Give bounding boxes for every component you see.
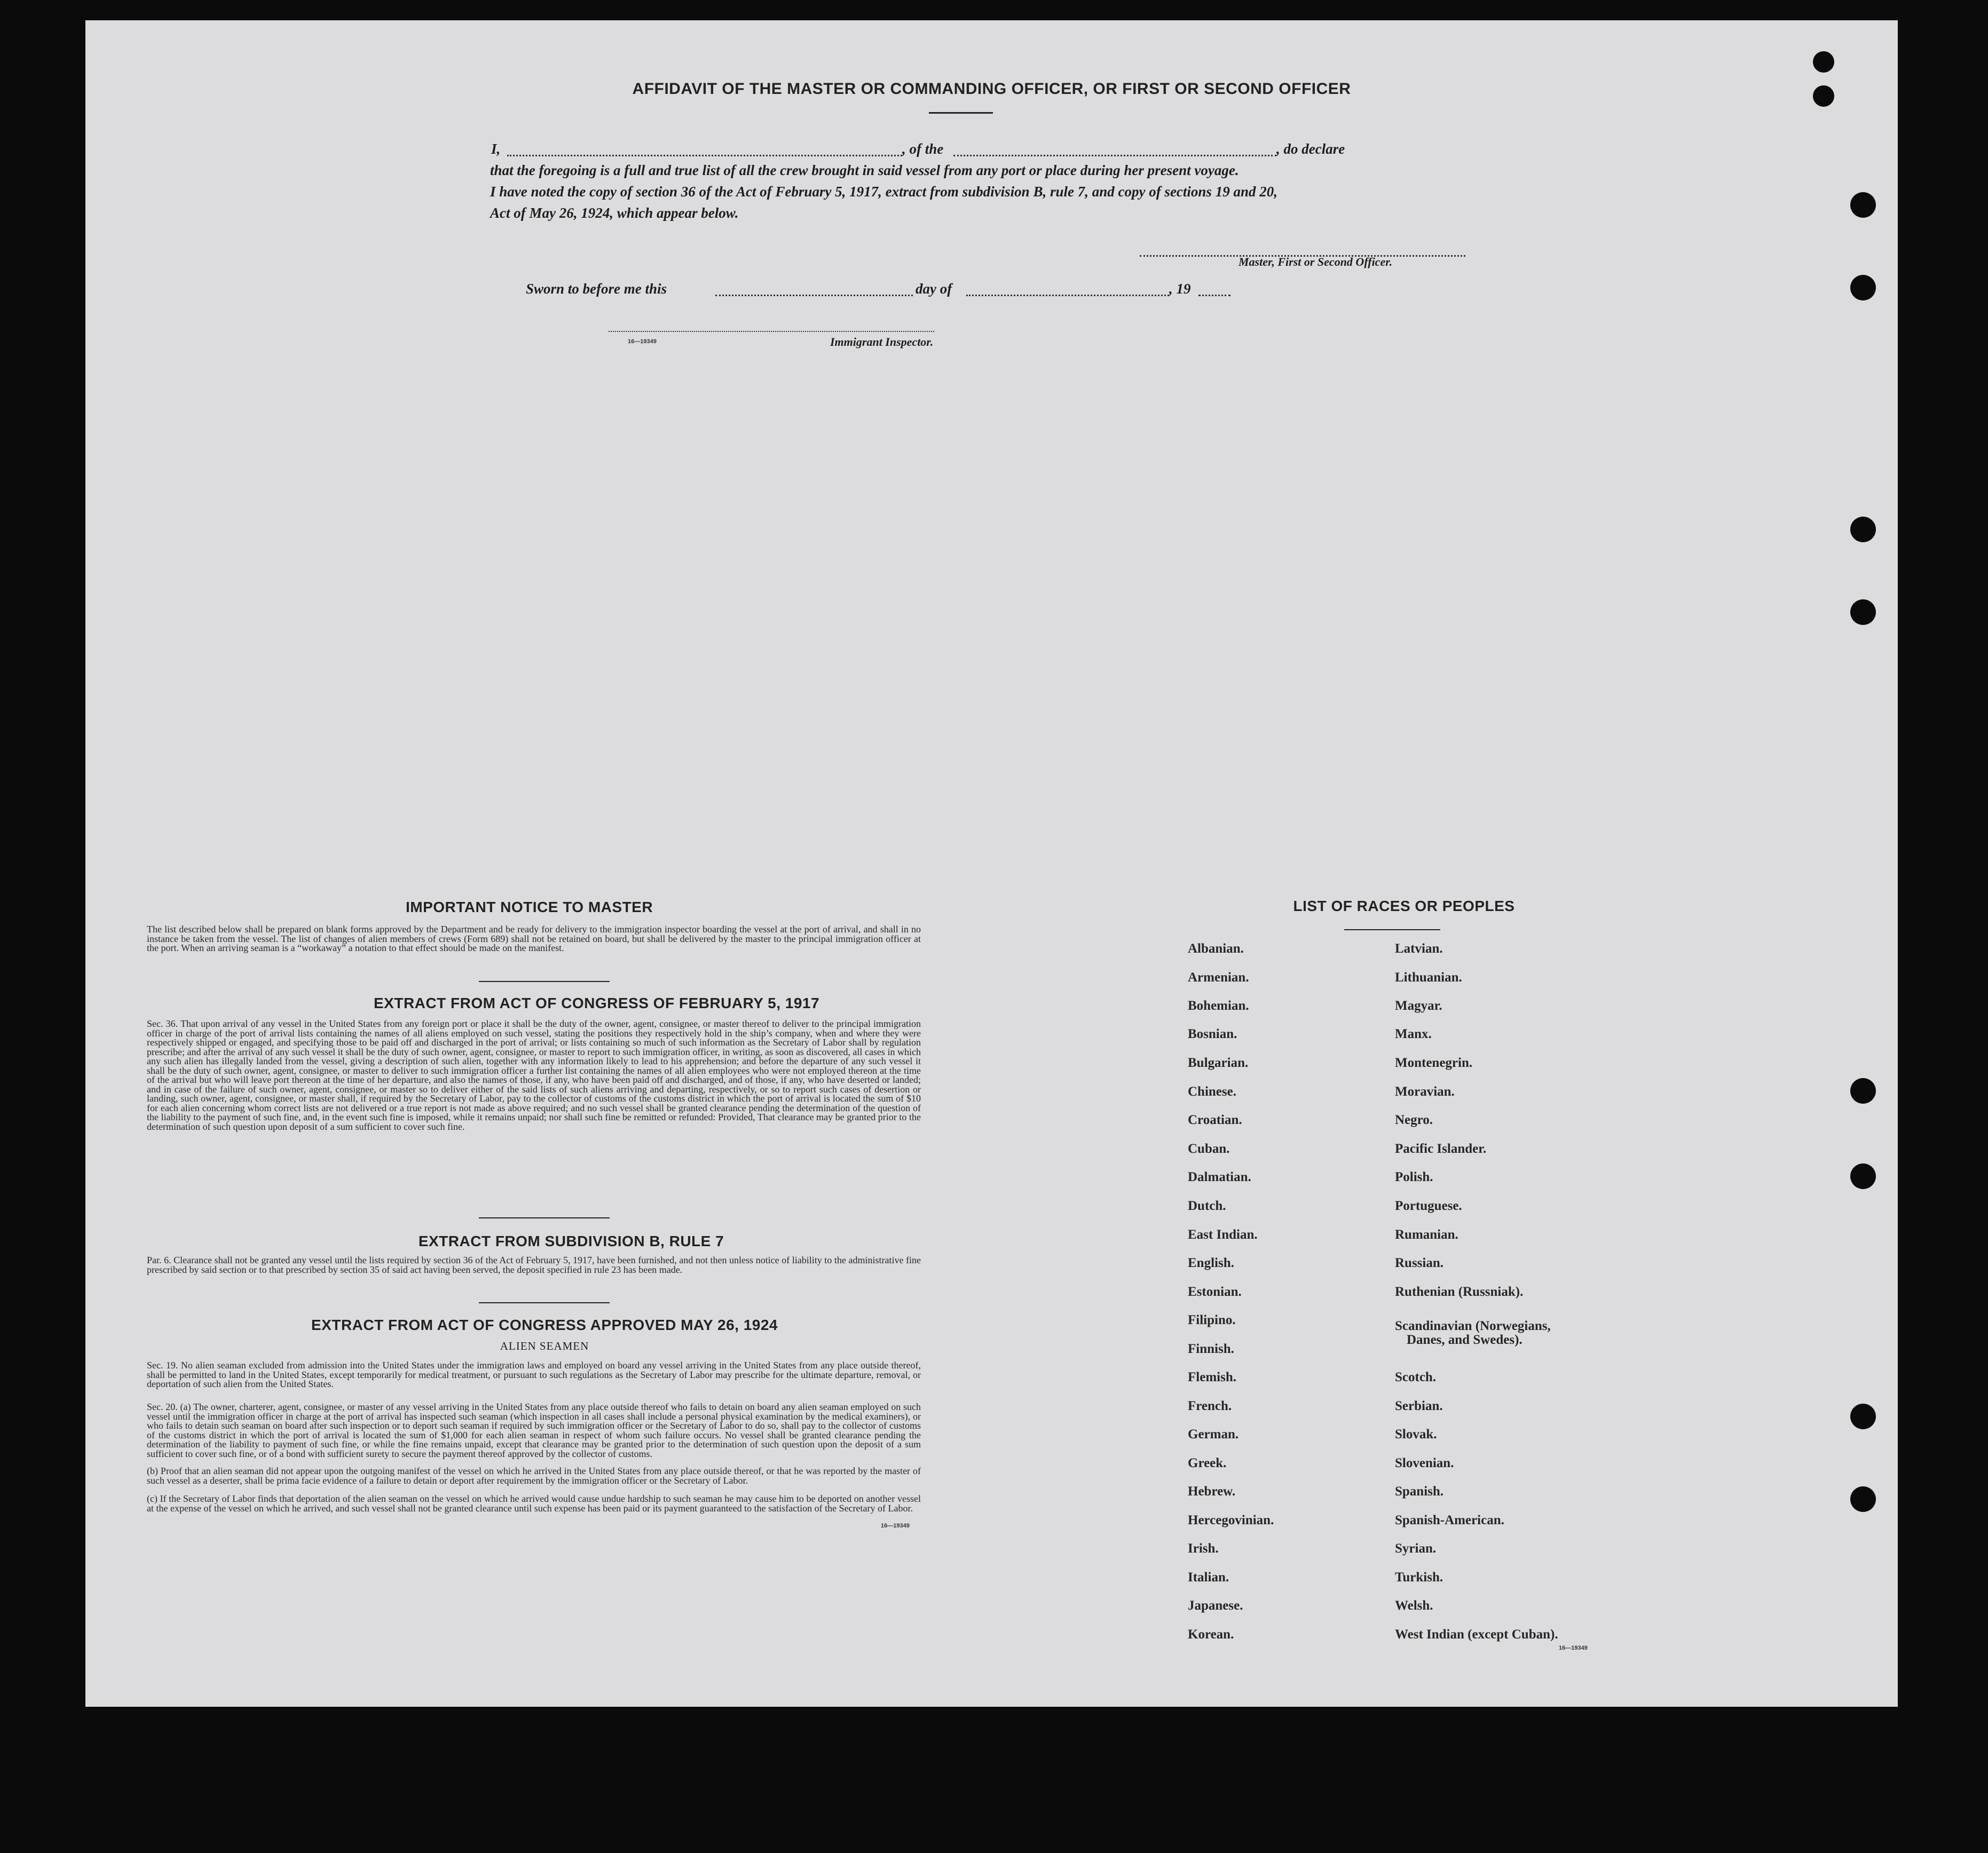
race-right: Manx. bbox=[1395, 1027, 1432, 1041]
race-left: Albanian. bbox=[1188, 941, 1244, 956]
sworn-day-line bbox=[715, 295, 913, 296]
binder-hole bbox=[1850, 1486, 1876, 1512]
extract-rule7-title: EXTRACT FROM SUBDIVISION B, RULE 7 bbox=[418, 1233, 724, 1249]
race-right: Spanish-American. bbox=[1395, 1513, 1504, 1527]
binder-hole bbox=[1850, 517, 1876, 542]
race-left: Bulgarian. bbox=[1188, 1056, 1249, 1070]
race-left: French. bbox=[1188, 1399, 1232, 1413]
affidavit-name-line bbox=[507, 155, 902, 156]
race-left: Cuban. bbox=[1188, 1142, 1230, 1156]
binder-hole bbox=[1850, 275, 1876, 300]
binder-hole bbox=[1813, 85, 1834, 107]
affidavit-of-the-label: , of the bbox=[902, 141, 944, 157]
year-label: , 19 bbox=[1169, 281, 1191, 297]
affidavit-vessel-line bbox=[953, 155, 1276, 156]
affidavit-do-declare-label: , do declare bbox=[1276, 141, 1345, 157]
binder-hole bbox=[1813, 51, 1834, 73]
notice-text: The list described below shall be prepared on blank forms approved by the Department and be ready for delivery to the immigration inspector boarding the vessel at the port of arrival, and shall in no instance be taken from the vessel. The list of changes of alien members of crews (Form 689) shall not be retained on board, but shall be delivered by the master to the principal immigration officer at the port. When an arriving seaman is a “workaway” a notation to that effect should be made on the manifest. bbox=[147, 924, 921, 953]
race-right: Montenegrin. bbox=[1395, 1056, 1473, 1070]
race-right: Portuguese. bbox=[1395, 1199, 1462, 1213]
affidavit-form-code: 16—19349 bbox=[628, 338, 657, 345]
race-right: Slovenian. bbox=[1395, 1456, 1454, 1470]
race-right: Moravian. bbox=[1395, 1084, 1455, 1099]
race-left: Bohemian. bbox=[1188, 999, 1249, 1013]
races-title: LIST OF RACES OR PEOPLES bbox=[1293, 898, 1515, 914]
signature-caption: Master, First or Second Officer. bbox=[1238, 255, 1393, 268]
document-page bbox=[85, 20, 1898, 1707]
race-right: Russian. bbox=[1395, 1256, 1444, 1270]
race-left: Flemish. bbox=[1188, 1370, 1236, 1384]
sworn-label: Sworn to before me this bbox=[526, 281, 667, 297]
binder-hole bbox=[1850, 599, 1876, 625]
race-right: Negro. bbox=[1395, 1113, 1433, 1127]
race-right: West Indian (except Cuban). bbox=[1395, 1627, 1558, 1642]
extract-1924-sec20c: (c) If the Secretary of Labor finds that deportation of the alien seaman on the vessel on which he arrived would cause undue hardship to such seaman he may cause him to be deported on another vessel at the expense of the vessel on which he arrived, and such vessel shall not be granted clearance until such expense has been paid or its payment guaranteed to the satisfaction of the Secretary of Labor. bbox=[147, 1493, 921, 1514]
race-left: Dalmatian. bbox=[1188, 1170, 1251, 1184]
race-left: English. bbox=[1188, 1256, 1234, 1270]
notice-rule bbox=[479, 981, 610, 982]
race-left: Korean. bbox=[1188, 1627, 1234, 1642]
affidavit-title: AFFIDAVIT OF THE MASTER OR COMMANDING OFFICER, OR FIRST OR SECOND OFFICER bbox=[632, 80, 1351, 98]
races-form-code: 16—19349 bbox=[1559, 1645, 1588, 1651]
extract-1924-form-code: 16—19349 bbox=[881, 1523, 910, 1529]
race-right: Pacific Islander. bbox=[1395, 1142, 1487, 1156]
race-left: East Indian. bbox=[1188, 1228, 1258, 1242]
affidavit-line-2: that the foregoing is a full and true list of all the crew brought in said vessel from any port or place during her present voyage. bbox=[490, 162, 1239, 178]
race-left: Chinese. bbox=[1188, 1084, 1236, 1099]
extract-rule7-text: Par. 6. Clearance shall not be granted any vessel until the lists required by section 36 of the Act of February 5, 1917, have been furnished, and not then unless notice of liability to the administrative fine prescribed by said section or to that prescribed by section 35 of said act having been served, the deposit specified in rule 23 has been made. bbox=[147, 1255, 921, 1275]
extract-1924-subtitle: ALIEN SEAMEN bbox=[500, 1340, 589, 1352]
extract-1924-sec20a: Sec. 20. (a) The owner, charterer, agent, consignee, or master of any vessel arriving in the United States from any place outside thereof who fails to detain on board any alien seaman employed on such vessel until the immigration officer in charge at the port of arrival has inspected such seaman (which inspection in all cases shall include a personal physical examination by the medical examiners), or who fails to detain such seaman on board after such inspection or to deport such seaman if required by such immigration officer or the Secretary of Labor to do so, shall pay to the collector of customs of the customs district in which the port of arrival is located the sum of $1,000 for each alien seaman in respect of whom such failure occurs. No vessel shall be granted clearance pending the determination of the liability to payment of such fine, or while the fine remains unpaid, except that clearance may be granted prior to the determination of such question upon the deposit of a sum sufficient to cover such fine, or of a bond with sufficient surety to secure the payment thereof approved by the collector of customs. bbox=[147, 1401, 921, 1459]
sworn-month-line bbox=[966, 295, 1169, 296]
race-left: Dutch. bbox=[1188, 1199, 1226, 1213]
race-left: Hebrew. bbox=[1188, 1484, 1236, 1499]
binder-hole bbox=[1850, 1163, 1876, 1189]
race-right: Polish. bbox=[1395, 1170, 1433, 1184]
affidavit-i-label: I, bbox=[491, 141, 501, 157]
race-left: German. bbox=[1188, 1427, 1239, 1442]
race-left: Finnish. bbox=[1188, 1342, 1234, 1356]
race-left: Croatian. bbox=[1188, 1113, 1242, 1127]
race-left: Irish. bbox=[1188, 1541, 1219, 1556]
affidavit-line-3: I have noted the copy of section 36 of the Act of February 5, 1917, extract from subdivision B, rule 7, and copy of sections 19 and 20, bbox=[490, 184, 1277, 200]
race-right: Welsh. bbox=[1395, 1598, 1433, 1613]
race-right: Rumanian. bbox=[1395, 1228, 1458, 1242]
extract-1917-title: EXTRACT FROM ACT OF CONGRESS OF FEBRUARY 5, 1917 bbox=[374, 995, 820, 1011]
race-right: Turkish. bbox=[1395, 1570, 1443, 1585]
race-left: Italian. bbox=[1188, 1570, 1229, 1585]
binder-hole bbox=[1850, 1404, 1876, 1429]
extract-1917-text: Sec. 36. That upon arrival of any vessel in the United States from any foreign port or place it shall be the duty of the owner, agent, consignee, or master thereof to deliver to the principal immigration officer in charge of the port of arrival lists containing the names of all aliens employed on such vessel, stating the positions they respectively hold in the ship’s company, when and where they were respectively shipped or engaged, and specifying those to be paid off and discharged in the port of arrival; or lists containing so much of such information as the Secretary of Labor shall by regulation prescribe; and after the arrival of any such vessel it shall be the duty of such owner, agent, consignee, or master to report to such immigration officer, in writing, as soon as discovered, all cases in which any such alien has illegally landed from the vessel, giving a description of such alien, together with any information likely to lead to his apprehension; and before the departure of any such vessel it shall be the duty of such owner, agent, consignee, or master to deliver to such immigration officer a further list containing the names of all alien employees who were not employed thereon at the time of the arrival but who will leave port thereon at the time of her departure, and also the names of those, if any, who have been paid off and discharged, and of those, if any, who have deserted or landed; and in case of the failure of such owner, agent, consignee, or master so to deliver either of the said lists of such aliens arriving and departing, respectively, or so to report such cases of desertion or landing, such owner, agent, consignee, or master shall, if required by the Secretary of Labor, pay to the collector of customs of the customs district in which the port of arrival is located the sum of $10 for each alien concerning whom correct lists are not delivered or a true report is not made as above required; and no such vessel shall be granted clearance pending the determination of the question of the liability to the payment of such fine, and, in the event such fine is imposed, while it remains unpaid; nor shall such fine be remitted or refunded: Provided, That clearance may be granted prior to the determination of such question upon deposit of a sum sufficient to cover such fine. bbox=[147, 1018, 921, 1132]
day-of-label: day of bbox=[916, 281, 952, 297]
race-left: Bosnian. bbox=[1188, 1027, 1237, 1041]
race-right: Spanish. bbox=[1395, 1484, 1444, 1499]
binder-hole bbox=[1850, 192, 1876, 218]
inspector-line bbox=[609, 331, 934, 332]
affidavit-title-rule bbox=[929, 112, 993, 114]
binder-hole bbox=[1850, 1078, 1876, 1104]
race-right: Syrian. bbox=[1395, 1541, 1437, 1556]
race-right: Latvian. bbox=[1395, 941, 1443, 956]
race-left: Greek. bbox=[1188, 1456, 1227, 1470]
race-left: Estonian. bbox=[1188, 1285, 1242, 1299]
extract-1924-sec20b: (b) Proof that an alien seaman did not appear upon the outgoing manifest of the vessel on which he arrived in the United States from any place outside thereof, or that he was reported by the master of such vessel as a deserter, shall be prima facie evidence of a failure to detain or deport after requirement by the immigration officer or the Secretary of Labor. bbox=[147, 1466, 921, 1486]
race-left: Hercegovinian. bbox=[1188, 1513, 1274, 1527]
race-left: Armenian. bbox=[1188, 970, 1249, 985]
extract-1924-title: EXTRACT FROM ACT OF CONGRESS APPROVED MAY 26, 1924 bbox=[311, 1317, 778, 1333]
race-right: Lithuanian. bbox=[1395, 970, 1462, 985]
notice-title: IMPORTANT NOTICE TO MASTER bbox=[406, 899, 653, 915]
races-title-rule bbox=[1344, 929, 1440, 930]
race-right: Danes, and Swedes). bbox=[1407, 1333, 1522, 1347]
race-right: Ruthenian (Russniak). bbox=[1395, 1285, 1524, 1299]
sworn-year-line bbox=[1198, 295, 1230, 296]
extract-1917-rule bbox=[479, 1217, 610, 1218]
race-right: Scotch. bbox=[1395, 1370, 1437, 1384]
race-left: Filipino. bbox=[1188, 1313, 1236, 1327]
extract-rule7-rule bbox=[479, 1302, 610, 1303]
extract-1924-sec19: Sec. 19. No alien seaman excluded from admission into the United States under the immigration laws and employed on board any vessel arriving in the United States from any place outside thereof, shall be permitted to land in the United States, except temporarily for medical treatment, or pursuant to such regulations as the Secretary of Labor may prescribe for the ultimate departure, removal, or deportation of such alien from the United States. bbox=[147, 1360, 921, 1389]
race-right: Serbian. bbox=[1395, 1399, 1443, 1413]
race-left: Japanese. bbox=[1188, 1598, 1243, 1613]
race-right: Magyar. bbox=[1395, 999, 1442, 1013]
race-right: Slovak. bbox=[1395, 1427, 1437, 1442]
race-right: Scandinavian (Norwegians, bbox=[1395, 1319, 1551, 1333]
affidavit-line-4: Act of May 26, 1924, which appear below. bbox=[490, 205, 739, 221]
inspector-caption: Immigrant Inspector. bbox=[830, 335, 934, 349]
